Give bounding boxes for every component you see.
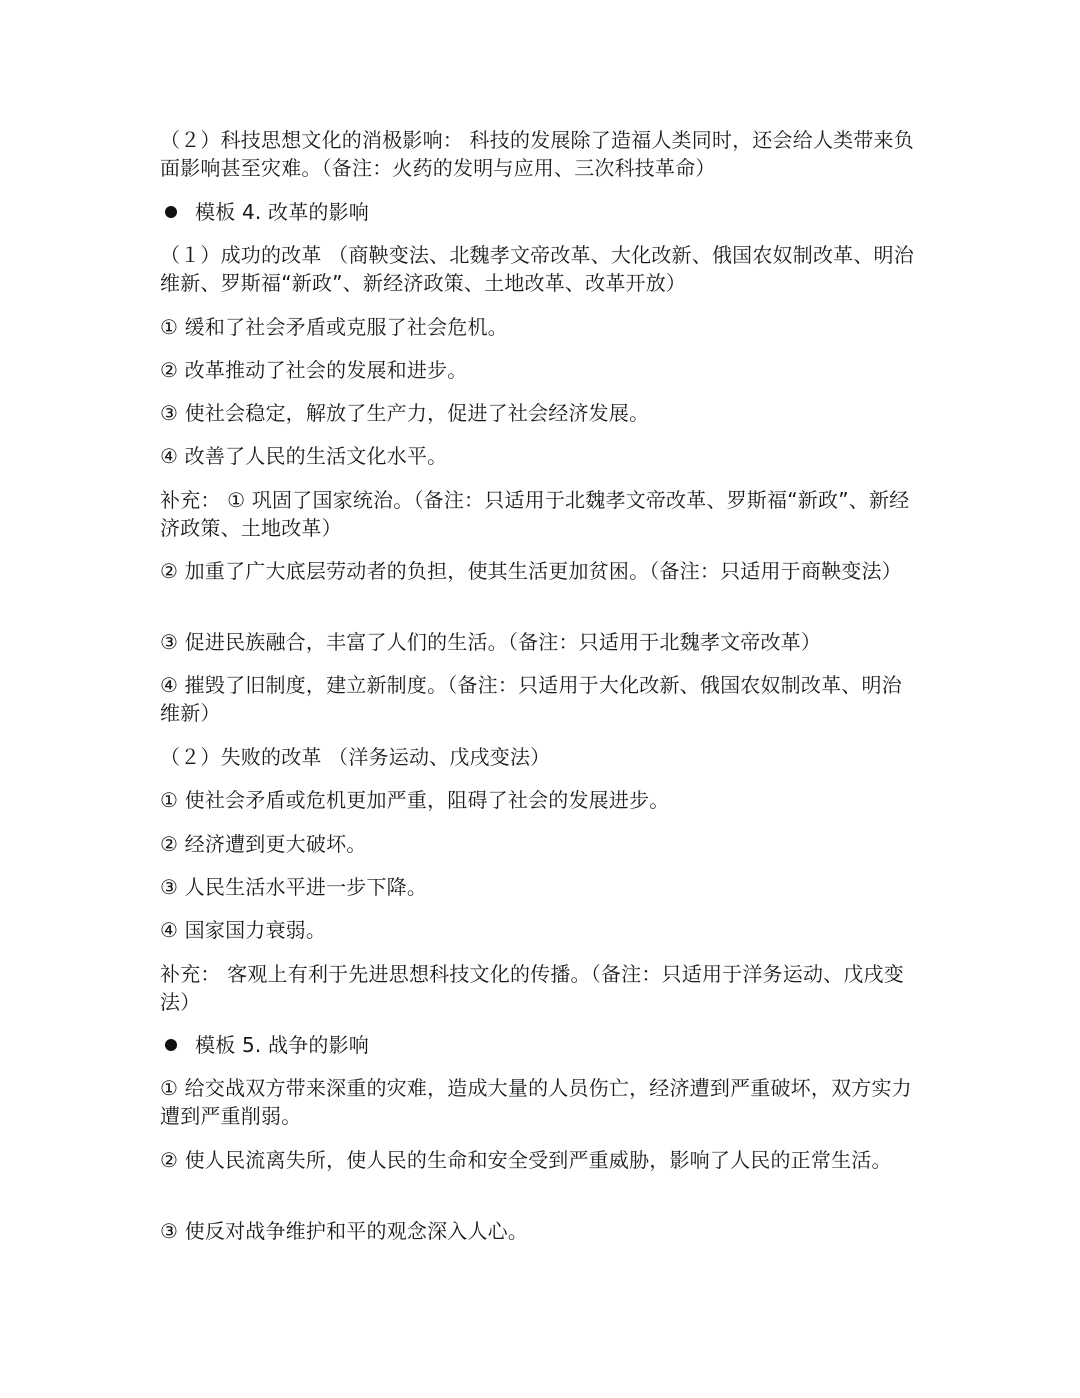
list-item-success-1: ① 缓和了社会矛盾或克服了社会危机。 xyxy=(160,315,508,339)
supplement-success-4: ④ 摧毁了旧制度，建立新制度。（备注：只适用于大化改新、俄国农奴制改革、明治维新） xyxy=(160,673,902,725)
list-item-war-2: ② 使人民流离失所，使人民的生命和安全受到严重威胁，影响了人民的正常生活。 xyxy=(160,1148,892,1172)
list-item-success-3: ③ 使社会稳定，解放了生产力，促进了社会经济发展。 xyxy=(160,401,650,425)
supplement-failed: 补充： 客观上有利于先进思想科技文化的传播。（备注：只适用于洋务运动、戊戌变法） xyxy=(160,962,904,1014)
heading-template-5-text: 模板 5. 战争的影响 xyxy=(195,1033,369,1057)
list-item-failed-3: ③ 人民生活水平进一步下降。 xyxy=(160,875,428,899)
supplement-success-2: ② 加重了广大底层劳动者的负担，使其生活更加贫困。（备注：只适用于商鞅变法） xyxy=(160,559,902,583)
list-item-war-3: ③ 使反对战争维护和平的观念深入人心。 xyxy=(160,1219,529,1243)
paragraph-failed-reforms: （２）失败的改革 （洋务运动、戊戌变法） xyxy=(160,745,551,769)
paragraph-successful-reforms: （１）成功的改革 （商鞅变法、北魏孝文帝改革、大化改新、俄国农奴制改革、明治维新、罗斯福“新政”、新经济政策、土地改革、改革开放） xyxy=(160,243,914,295)
list-item-war-1: ① 给交战双方带来深重的灾难，造成大量的人员伤亡，经济遭到严重破坏，双方实力遭到严重削弱。 xyxy=(160,1076,912,1128)
heading-template-4 xyxy=(160,198,920,226)
list-item-failed-4: ④ 国家国力衰弱。 xyxy=(160,918,327,942)
bullet-icon xyxy=(165,1039,177,1051)
supplement-success-3: ③ 促进民族融合，丰富了人们的生活。（备注：只适用于北魏孝文帝改革） xyxy=(160,630,822,654)
heading-template-5 xyxy=(160,1031,920,1059)
list-item-failed-1: ① 使社会矛盾或危机更加严重，阻碍了社会的发展进步。 xyxy=(160,788,670,812)
list-item-success-2: ② 改革推动了社会的发展和进步。 xyxy=(160,358,468,382)
list-item-success-4: ④ 改善了人民的生活文化水平。 xyxy=(160,444,448,468)
heading-template-4-text: 模板 4. 改革的影响 xyxy=(195,200,369,224)
bullet-icon xyxy=(165,206,177,218)
paragraph-science-negative-impact: （２）科技思想文化的消极影响： 科技的发展除了造福人类同时，还会给人类带来负面影响甚至灾难。（备注：火药的发明与应用、三次科技革命） xyxy=(160,128,914,180)
list-item-failed-2: ② 经济遭到更大破坏。 xyxy=(160,832,367,856)
supplement-success-1: 补充： ① 巩固了国家统治。（备注：只适用于北魏孝文帝改革、罗斯福“新政”、新经济政策、土地改革） xyxy=(160,488,910,540)
